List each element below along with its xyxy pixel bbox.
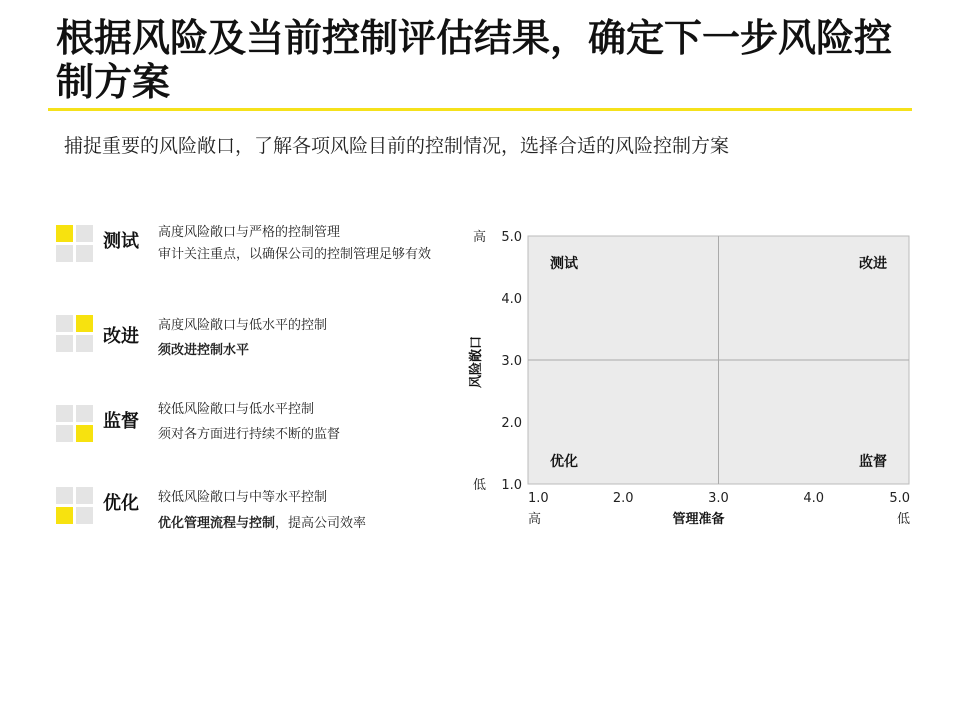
quadrant-label-bottom-right: 监督 bbox=[859, 454, 887, 470]
legend-action bbox=[158, 427, 438, 442]
quadrant-indicator-icon bbox=[56, 405, 94, 443]
legend-item-improve bbox=[56, 315, 456, 385]
quadrant-label-top-right: 改进 bbox=[859, 256, 887, 272]
title-underline bbox=[48, 108, 912, 111]
indicator-cell-bottom-right bbox=[76, 335, 93, 352]
page-subtitle: 捕捉重要的风险敞口，了解各项风险目前的控制情况，选择合适的风险控制方案 bbox=[64, 135, 730, 157]
legend-description: 高度风险敞口与低水平的控制 bbox=[158, 318, 328, 333]
y-tick-label: 3.0 bbox=[501, 354, 522, 369]
risk-control-quadrant-chart bbox=[460, 225, 930, 540]
page-title: 根据风险及当前控制评估结果，确定下一步风险控制方案 bbox=[56, 16, 893, 104]
y-axis-title: 风险敞口 bbox=[469, 335, 484, 389]
y-axis-low-label: 低 bbox=[473, 478, 487, 493]
indicator-cell-bottom-left bbox=[56, 425, 73, 442]
indicator-cell-top-right bbox=[76, 225, 93, 242]
legend-item-monitor bbox=[56, 402, 456, 475]
y-tick-label: 1.0 bbox=[501, 478, 522, 493]
legend-action-text: 须对各方面进行持续不断的监督 bbox=[158, 427, 341, 442]
y-axis-high-label: 高 bbox=[473, 230, 487, 245]
indicator-cell-bottom-right bbox=[76, 507, 93, 524]
indicator-cell-bottom-left bbox=[56, 245, 73, 262]
legend-item-test bbox=[56, 225, 456, 295]
quadrant-indicator-icon bbox=[56, 487, 94, 525]
legend-action-emphasis: 须改进控制水平 bbox=[158, 343, 250, 358]
indicator-cell-top-right bbox=[76, 487, 93, 504]
indicator-cell-top-right bbox=[76, 405, 93, 422]
indicator-cell-top-left bbox=[56, 405, 73, 422]
legend-action-text: ，提高公司效率 bbox=[275, 516, 367, 531]
legend-action bbox=[158, 343, 438, 358]
indicator-cell-top-left bbox=[56, 225, 73, 242]
legend-name: 改进 bbox=[103, 326, 139, 347]
quadrant-label-bottom-left: 优化 bbox=[550, 454, 578, 470]
legend-action-emphasis: 优化管理流程与控制 bbox=[158, 516, 276, 531]
quadrant-indicator-icon bbox=[56, 315, 94, 353]
legend-action-text: 审计关注重点，以确保公司的控制管理足够有效 bbox=[158, 247, 432, 262]
legend-name: 测试 bbox=[103, 231, 139, 252]
indicator-cell-bottom-left bbox=[56, 335, 73, 352]
quadrant-indicator-icon bbox=[56, 225, 94, 263]
x-tick-label: 4.0 bbox=[803, 491, 825, 506]
x-tick-label: 5.0 bbox=[889, 491, 910, 506]
x-tick-label: 1.0 bbox=[528, 491, 549, 506]
legend-name: 监督 bbox=[103, 411, 139, 432]
indicator-cell-bottom-left bbox=[56, 507, 73, 524]
indicator-cell-bottom-right bbox=[76, 425, 93, 442]
quadrant-label-top-left: 测试 bbox=[550, 256, 578, 272]
legend-item-optimize bbox=[56, 487, 456, 557]
x-tick-label: 3.0 bbox=[708, 491, 729, 506]
indicator-cell-bottom-right bbox=[76, 245, 93, 262]
x-axis-low-label: 高 bbox=[528, 512, 542, 527]
x-axis-title: 管理准备 bbox=[672, 512, 725, 527]
legend-action bbox=[158, 247, 438, 262]
indicator-cell-top-left bbox=[56, 315, 73, 332]
legend-description: 较低风险敞口与中等水平控制 bbox=[158, 490, 328, 505]
legend-description: 较低风险敞口与低水平控制 bbox=[158, 402, 315, 417]
legend-description: 高度风险敞口与严格的控制管理 bbox=[158, 225, 341, 240]
y-tick-label: 4.0 bbox=[501, 292, 522, 307]
indicator-cell-top-right bbox=[76, 315, 93, 332]
indicator-cell-top-left bbox=[56, 487, 73, 504]
y-tick-label: 2.0 bbox=[501, 416, 522, 431]
legend-action bbox=[158, 516, 438, 531]
y-tick-label: 5.0 bbox=[501, 230, 522, 245]
legend-name: 优化 bbox=[103, 493, 139, 514]
x-axis-high-label: 低 bbox=[896, 512, 910, 527]
x-tick-label: 2.0 bbox=[612, 491, 634, 506]
